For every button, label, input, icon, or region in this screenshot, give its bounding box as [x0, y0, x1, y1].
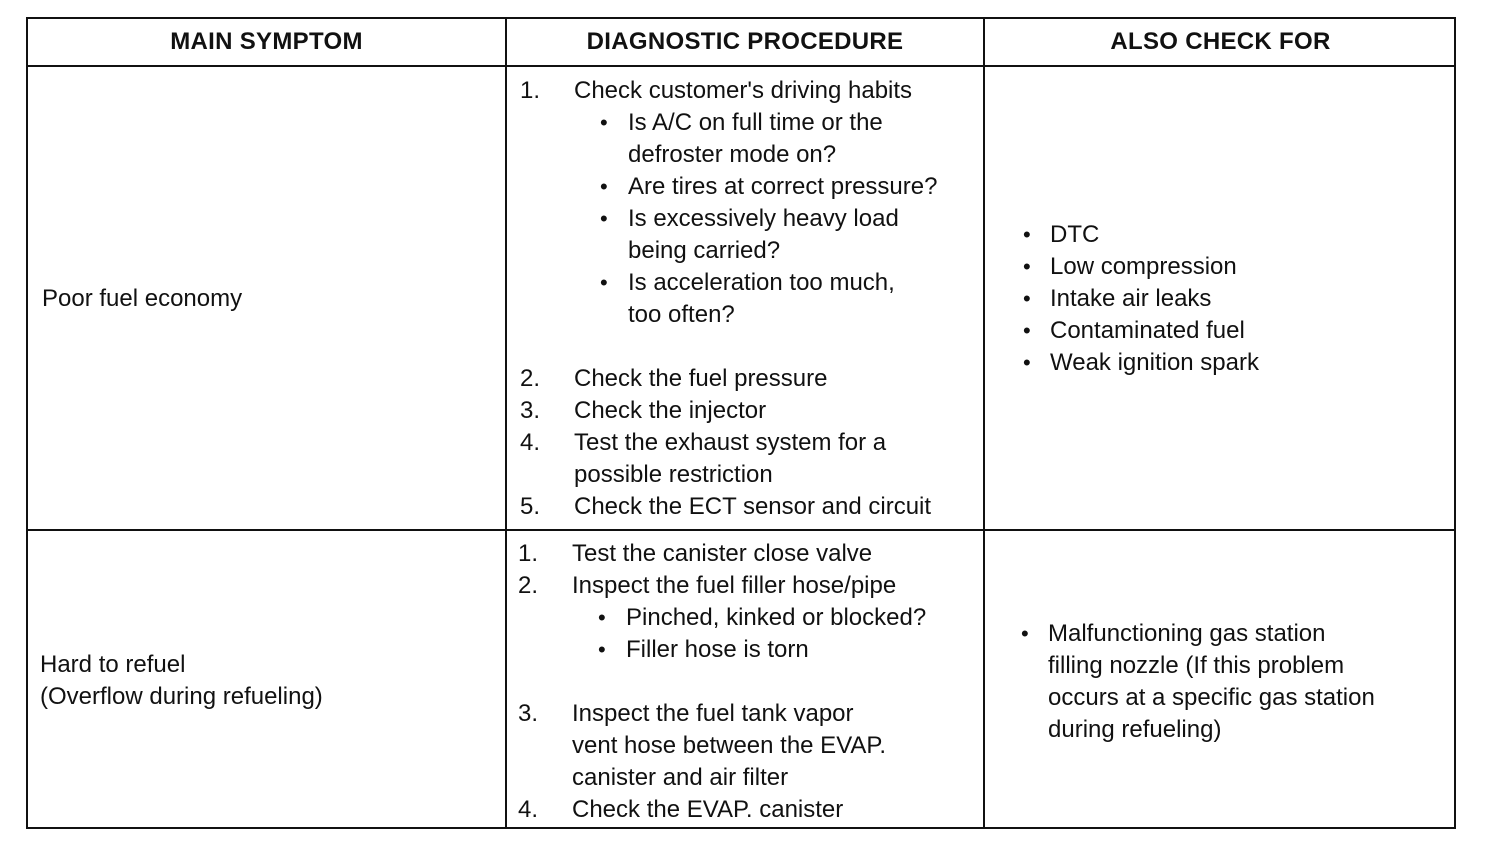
bullet-icon: • [600, 110, 608, 135]
header-main-symptom: MAIN SYMPTOM [170, 28, 363, 55]
bullet-icon: • [1021, 621, 1029, 646]
step-number: 1. [518, 540, 539, 567]
step-number: 4. [520, 429, 541, 456]
step-number: 2. [518, 572, 539, 599]
check-item: occurs at a specific gas station [1048, 684, 1375, 711]
step-number: 1. [520, 77, 541, 104]
diagnostic-table [26, 17, 1456, 829]
symptom-line: (Overflow during refueling) [40, 683, 323, 710]
step-text: Filler hose is torn [626, 636, 809, 663]
check-item: Contaminated fuel [1050, 317, 1245, 344]
step-text: Inspect the fuel filler hose/pipe [572, 572, 897, 599]
symptom-line: Hard to refuel [40, 651, 186, 678]
bullet-icon: • [600, 206, 608, 231]
step-number: 4. [518, 796, 539, 823]
step-number: 2. [520, 365, 541, 392]
check-item: Weak ignition spark [1050, 349, 1259, 376]
step-text: Pinched, kinked or blocked? [626, 604, 927, 631]
step-text: Check the ECT sensor and circuit [574, 493, 932, 520]
check-item: filling nozzle (If this problem [1048, 652, 1345, 679]
header-divider [28, 65, 1454, 67]
step-text: Check the fuel pressure [574, 365, 828, 392]
check-item: Malfunctioning gas station [1048, 620, 1326, 647]
column-divider-2 [983, 19, 985, 827]
step-text: Is excessively heavy load [628, 205, 899, 232]
bullet-icon: • [1023, 286, 1031, 311]
column-divider-1 [505, 19, 507, 827]
step-text: Inspect the fuel tank vapor [572, 700, 854, 727]
bullet-icon: • [1023, 318, 1031, 343]
check-item: during refueling) [1048, 716, 1222, 743]
step-text: Are tires at correct pressure? [628, 173, 938, 200]
bullet-icon: • [1023, 350, 1031, 375]
step-text: Check the EVAP. canister [572, 796, 844, 823]
bullet-icon: • [1023, 222, 1031, 247]
step-text: Is A/C on full time or the [628, 109, 883, 136]
check-item: Low compression [1050, 253, 1237, 280]
step-number: 5. [520, 493, 541, 520]
bullet-icon: • [600, 174, 608, 199]
step-text: being carried? [628, 237, 781, 264]
step-text: Check the injector [574, 397, 767, 424]
step-text: Check customer's driving habits [574, 77, 913, 104]
step-text: canister and air filter [572, 764, 789, 791]
row-divider [28, 529, 1454, 531]
symptom-line: Poor fuel economy [42, 285, 243, 312]
bullet-icon: • [600, 270, 608, 295]
step-text: Is acceleration too much, [628, 269, 895, 296]
check-item: Intake air leaks [1050, 285, 1212, 312]
step-text: possible restriction [574, 461, 773, 488]
step-text: Test the exhaust system for a [574, 429, 887, 456]
step-text: vent hose between the EVAP. [572, 732, 887, 759]
step-number: 3. [518, 700, 539, 727]
bullet-icon: • [1023, 254, 1031, 279]
header-also-check-for: ALSO CHECK FOR [1110, 28, 1331, 55]
header-diagnostic-procedure: DIAGNOSTIC PROCEDURE [586, 28, 904, 55]
step-text: too often? [628, 301, 735, 328]
bullet-icon: • [598, 637, 606, 662]
step-text: Test the canister close valve [572, 540, 873, 567]
step-text: defroster mode on? [628, 141, 837, 168]
check-item: DTC [1050, 221, 1100, 248]
bullet-icon: • [598, 605, 606, 630]
step-number: 3. [520, 397, 541, 424]
